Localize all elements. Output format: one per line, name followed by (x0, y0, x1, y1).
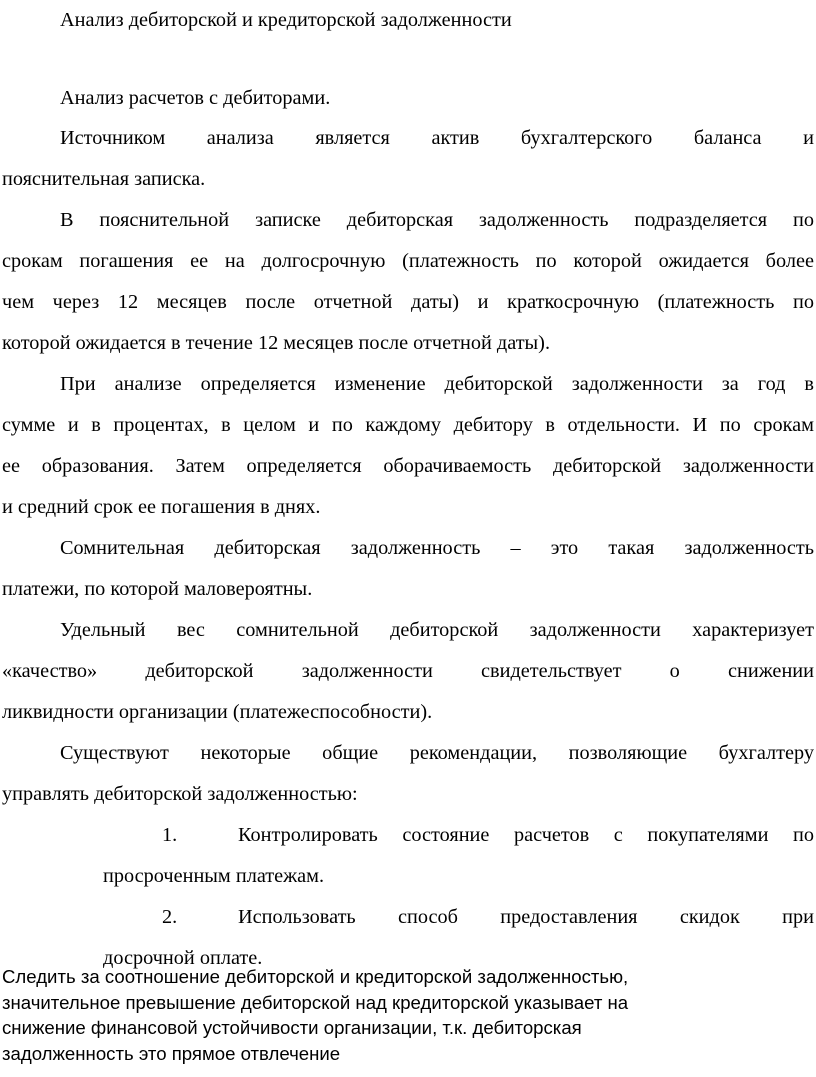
tail-line: задолженность это прямое отвлечение (2, 1042, 341, 1064)
paragraph-line: сумме и в процентах, в целом и по каждому дебитору в отдельности. И по срокам (2, 414, 814, 436)
paragraph-line: чем через 12 месяцев после отчетной даты) и краткосрочную (платежность по (2, 291, 814, 313)
paragraph-line: Источником анализа является актив бухгалтерского баланса и (60, 127, 814, 149)
paragraph-line: управлять дебиторской задолженностью: (2, 783, 358, 805)
tail-line: снижение финансовой устойчивости организации, т.к. дебиторская (2, 1017, 582, 1038)
paragraph-line: срокам погашения ее на долгосрочную (платежность по которой ожидается более (2, 250, 814, 272)
paragraph-line: пояснительная записка. (2, 168, 206, 190)
paragraph-line: При анализе определяется изменение дебиторской задолженности за год в (60, 373, 814, 395)
list-number: 2. (162, 906, 178, 928)
list-item-line: Использовать способ предоставления скидок при (238, 906, 814, 928)
paragraph-line: и средний срок ее погашения в днях. (2, 496, 321, 518)
list-item-line: досрочной оплате. (103, 947, 263, 969)
tail-line: Следить за соотношение дебиторской и кредиторской задолженностью, (2, 966, 629, 987)
paragraph-line: которой ожидается в течение 12 месяцев после отчетной даты). (2, 332, 551, 354)
list-item-line: просроченным платежам. (103, 865, 325, 887)
paragraph-line: платежи, по которой маловероятны. (2, 578, 313, 600)
paragraph-line: Существуют некоторые общие рекомендации, позволяющие бухгалтеру (60, 742, 814, 764)
list-number: 1. (162, 824, 178, 846)
paragraph-line: «качество» дебиторской задолженности свидетельствует о снижении (2, 660, 814, 682)
tail-line: значительное превышение дебиторской над кредиторской указывает на (2, 991, 629, 1013)
document-title: Анализ дебиторской и кредиторской задолженности (60, 9, 512, 31)
tail-paragraph (2, 964, 814, 1066)
paragraph-line: ликвидности организации (платежеспособности). (2, 701, 433, 723)
paragraph-line: В пояснительной записке дебиторская задолженность подразделяется по (60, 209, 814, 231)
paragraph-line: Сомнительная дебиторская задолженность – это такая задолженность (60, 537, 814, 559)
section-heading: Анализ расчетов с дебиторами. (60, 87, 331, 109)
paragraph-line: ее образования. Затем определяется оборачиваемость дебиторской задолженности (2, 455, 814, 477)
paragraph-line: Удельный вес сомнительной дебиторской задолженности характеризует (60, 619, 814, 641)
list-item-line: Контролировать состояние расчетов с покупателями по (238, 824, 814, 846)
